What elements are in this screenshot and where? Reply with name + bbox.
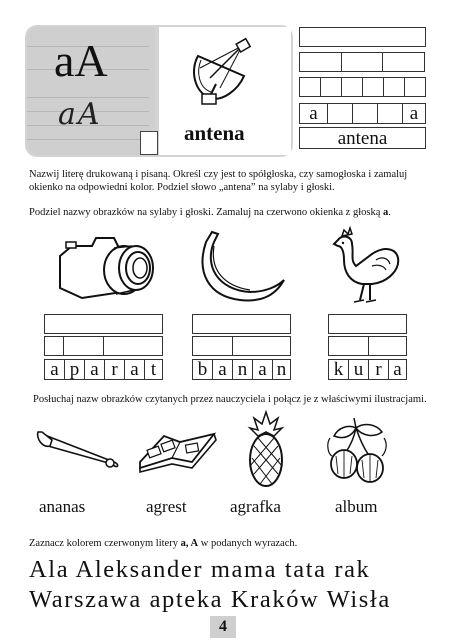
letter-cell: a: [44, 359, 65, 380]
letter-cell: a: [299, 103, 328, 124]
letter-cell: k: [328, 359, 349, 380]
syllable-boxes: [299, 52, 425, 72]
camera-syllable-boxes: [44, 336, 163, 356]
word-album: album: [335, 497, 378, 516]
camera-icon: [52, 224, 156, 304]
banana-icon: [194, 228, 290, 304]
letter-cell: n: [232, 359, 253, 380]
letter-cell: a: [84, 359, 105, 380]
gooseberry-icon: [324, 414, 390, 486]
color-box-small: [140, 131, 158, 155]
letter-cell: [327, 103, 353, 124]
task1-instruction: Nazwij literę drukowaną i pisaną. Określ czy jest to spółgłoska, czy samogłoska i zamaluj okienko na odpowiedni kolor. Podziel słowo „antena” na sylaby i głoski.: [29, 169, 408, 193]
sound-boxes: [299, 77, 426, 97]
answer-word: antena: [299, 127, 426, 149]
hen-word-box: [328, 314, 407, 334]
letter-cell: r: [104, 359, 125, 380]
task2-instruction: [29, 206, 429, 219]
task4-instruction: [29, 537, 429, 550]
letter-cell: t: [144, 359, 163, 380]
hen-letters: [328, 359, 407, 380]
hen-icon: [328, 224, 404, 306]
letter-cell: a: [252, 359, 273, 380]
letter-cell: n: [272, 359, 291, 380]
hen-syllable-boxes: [328, 336, 407, 356]
pineapple-icon: [244, 410, 288, 490]
banana-word-box: [192, 314, 291, 334]
safety-pin-icon: [34, 424, 120, 468]
letter-cell: r: [368, 359, 389, 380]
task4-end: w podanych wyrazach.: [198, 538, 298, 549]
antenna-icon: [186, 36, 268, 108]
camera-letters: [44, 359, 163, 380]
task2-letter: a: [382, 207, 389, 218]
banana-syllable-boxes: [192, 336, 291, 356]
page-number: 4: [210, 616, 236, 638]
sentence-line-1: Ala Aleksander mama tata rak: [29, 556, 371, 583]
script-letters: aA: [58, 97, 102, 132]
letter-cell: a: [212, 359, 233, 380]
sentence-line-2: Warszawa apteka Kraków Wisła: [29, 586, 391, 613]
task4-text: Zaznacz kolorem czerwonym litery: [29, 538, 181, 549]
word-box: [299, 27, 426, 47]
letter-cell: p: [64, 359, 85, 380]
word-ananas: ananas: [39, 497, 86, 516]
task3-instruction: Posłuchaj nazw obrazków czytanych przez nauczyciela i połącz je z właściwymi ilustracjami.: [33, 394, 427, 405]
letter-boxes: [299, 103, 426, 124]
banana-letters: [192, 359, 291, 380]
letter-cell: a: [124, 359, 145, 380]
task4-letters: a, A: [180, 538, 199, 549]
letter-cell: b: [192, 359, 213, 380]
letter-cell: a: [402, 103, 426, 124]
word-agrafka: agrafka: [230, 497, 281, 516]
task2-end: .: [388, 207, 391, 218]
word-agrest: agrest: [146, 497, 187, 516]
print-letters: aA: [54, 35, 108, 86]
answer-box: [299, 127, 426, 149]
picture-word: antena: [184, 121, 245, 145]
letter-cell: [352, 103, 378, 124]
letter-cell: u: [348, 359, 369, 380]
letter-cell: [377, 103, 403, 124]
camera-word-box: [44, 314, 163, 334]
album-icon: [136, 432, 220, 478]
letter-cell: a: [388, 359, 407, 380]
task2-text: Podziel nazwy obrazków na sylaby i głoski. Zamaluj na czerwono okienka z głoską: [29, 207, 383, 218]
